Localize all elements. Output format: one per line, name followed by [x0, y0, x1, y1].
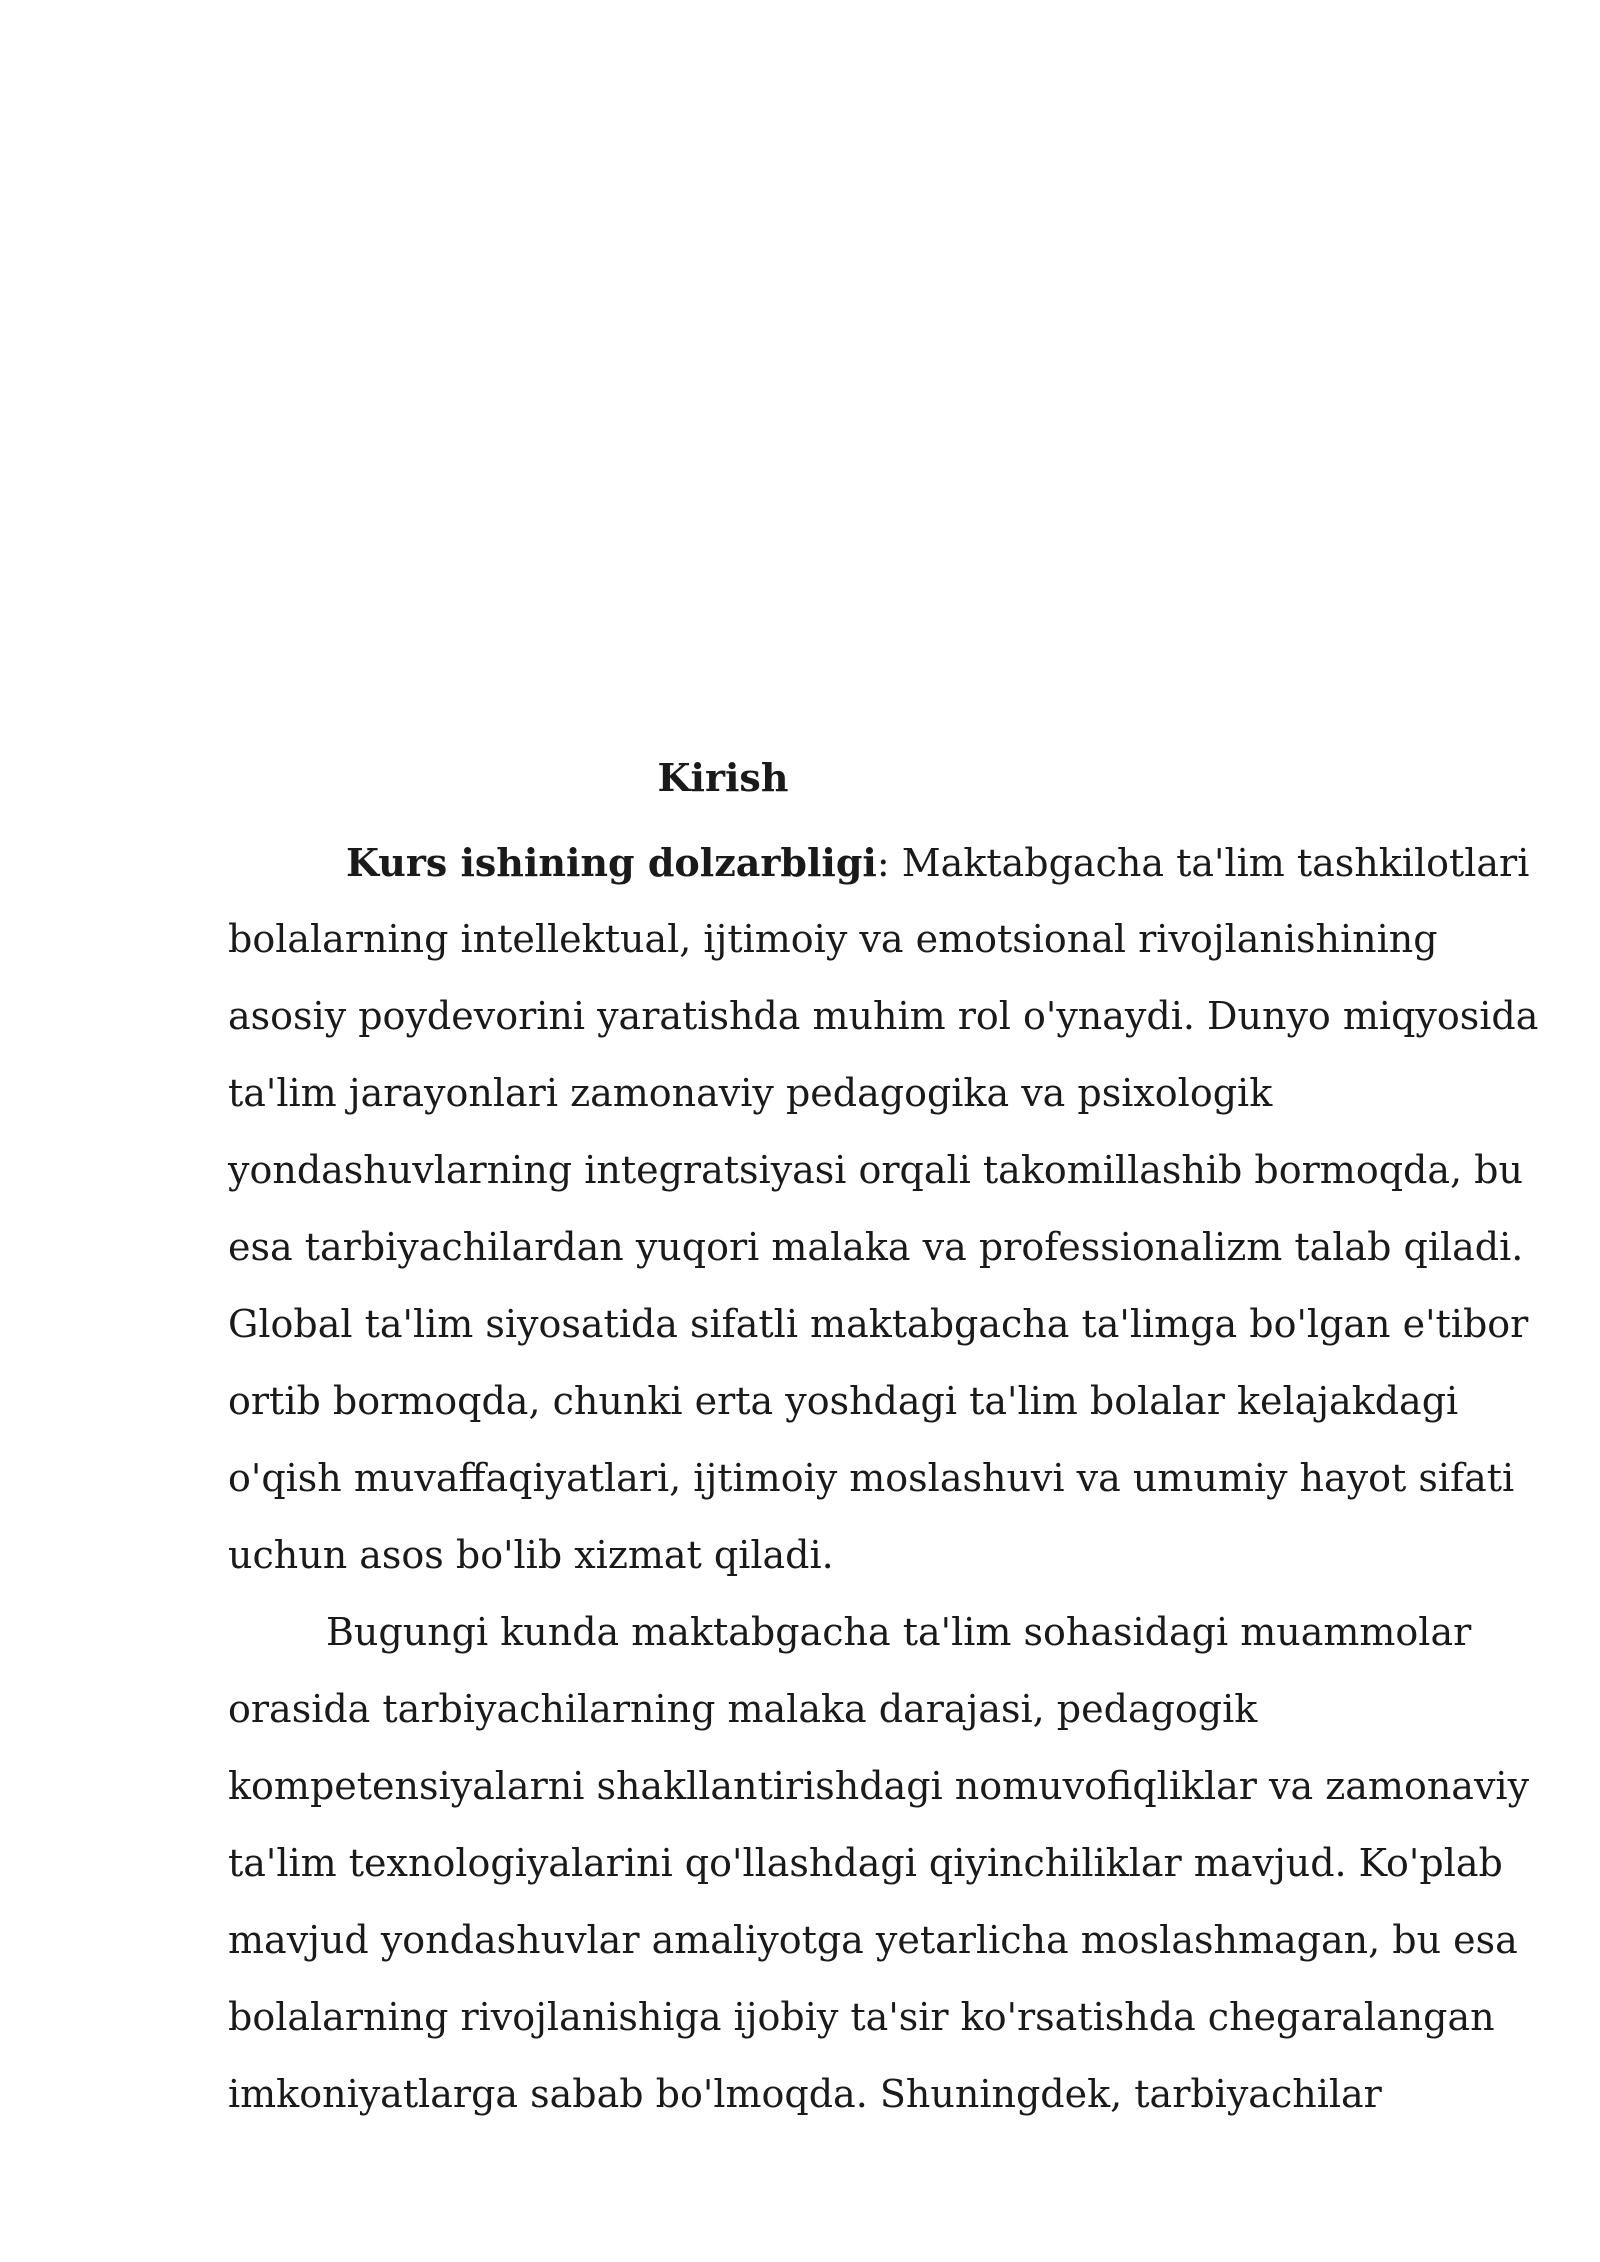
paragraph-2-line: ta'lim texnologiyalarini qo'llashdagi qiyinchiliklar mavjud. Ko'plab [228, 1841, 1503, 1885]
paragraph-1-lead-bold: Kurs ishining dolzarbligi [346, 840, 877, 885]
paragraph-2-line: bolalarning rivojlanishiga ijobiy ta'sir ko'rsatishda chegaralangan [228, 1995, 1495, 2039]
section-heading: Kirish [657, 755, 789, 800]
paragraph-1-line: bolalarning intellektual, ijtimoiy va emotsional rivojlanishining [228, 917, 1438, 961]
paragraph-1-line: ortib bormoqda, chunki erta yoshdagi ta'lim bolalar kelajakdagi [228, 1379, 1459, 1423]
paragraph-2-line: orasida tarbiyachilarning malaka darajasi, pedagogik [228, 1687, 1258, 1731]
paragraph-2-line: mavjud yondashuvlar amaliyotga yetarlicha moslashmagan, bu esa [228, 1918, 1518, 1962]
paragraph-1-line: Global ta'lim siyosatida sifatli maktabgacha ta'limga bo'lgan e'tibor [228, 1302, 1529, 1346]
paragraph-1-line: yondashuvlarning integratsiyasi orqali takomillashib bormoqda, bu [228, 1148, 1523, 1192]
paragraph-1-first-line [228, 824, 1530, 901]
paragraph-1-line: o'qish muvaffaqiyatlari, ijtimoiy moslashuvi va umumiy hayot sifati [228, 1456, 1515, 1500]
paragraph-1-line: ta'lim jarayonlari zamonaviy pedagogika va psixologik [228, 1071, 1273, 1115]
paragraph-2-first-line: Bugungi kunda maktabgacha ta'lim sohasidagi muammolar [326, 1610, 1472, 1654]
paragraph-1-line: asosiy poydevorini yaratishda muhim rol o'ynaydi. Dunyo miqyosida [228, 994, 1539, 1038]
paragraph-1-line: uchun asos bo'lib xizmat qiladi. [228, 1533, 834, 1577]
paragraph-2-line: kompetensiyalarni shakllantirishdagi nomuvofiqliklar va zamonaviy [228, 1764, 1530, 1808]
document-body [228, 748, 1539, 2133]
paragraph-1-lead-rest: : Maktabgacha ta'lim tashkilotlari [876, 841, 1530, 885]
paragraph-1-line: esa tarbiyachilardan yuqori malaka va professionalizm talab qiladi. [228, 1225, 1524, 1269]
paragraph-2-line: imkoniyatlarga sabab bo'lmoqda. Shuningdek, tarbiyachilar [228, 2072, 1382, 2116]
